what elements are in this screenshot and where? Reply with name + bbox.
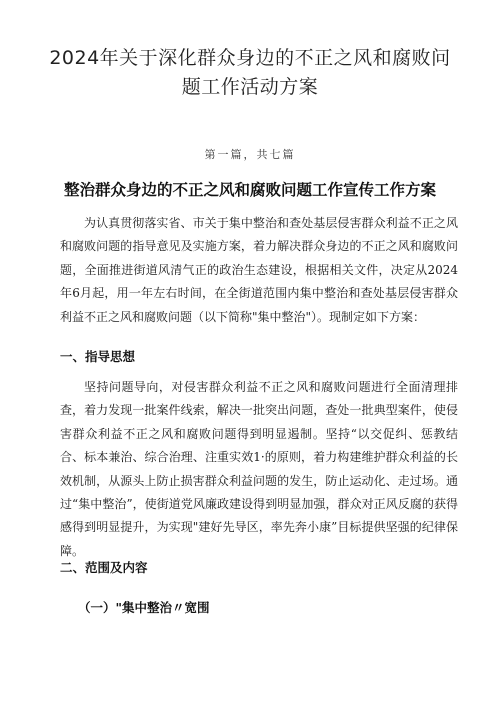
guiding-ideology-paragraph: 坚持问题导向，对侵害群众利益不正之风和腐败问题进行全面清理排查，着力发现一批案件线索，解决一批突出问题，查处一批典型案件，使侵害群众利益不正之风和腐败问题得到明显遏制。坚持“以交促纠、惩教结合、标本兼治、综合治理、注重实效1·的原则，着力构建维护群众利益的长效机制，从源头上防止损害群众利益问题的发生，防止运动化、走过场。通过“集中整治”，使街道党风廉政建设得到明显加强，群众对正风反腐的获得感得到明显提升，为实现"建好先导区，率先奔小康”目标提供坚强的纪律保障。: [60, 380, 458, 558]
document-title: 2024年关于深化群众身边的不正之风和腐败问题工作活动方案: [49, 47, 451, 98]
heading-scope-and-content: 二、范围及内容: [60, 560, 148, 575]
section-title: 整治群众身边的不正之风和腐败问题工作宣传工作方案: [63, 181, 436, 199]
sub-heading-scope: （一）"集中整治〃宽围: [78, 600, 210, 615]
heading-guiding-ideology: 一、指导思想: [60, 349, 136, 364]
part-label: 第一篇，共七篇: [204, 148, 296, 161]
intro-paragraph: 为认真贯彻落实省、市关于集中整治和查处基层侵害群众利益不正之风和腐败问题的指导意见及实施方案，着力解决群众身边的不正之风和腐败问题，全面推进街道风清气正的政治生态建设，根据相关文件，决定从2024年6月起，用一年左右时间，在全街道范围内集中整治和查处基层侵害群众利益不正之风和腐败问题（以下简称"集中整治"）。现制定如下方案：: [60, 216, 458, 324]
